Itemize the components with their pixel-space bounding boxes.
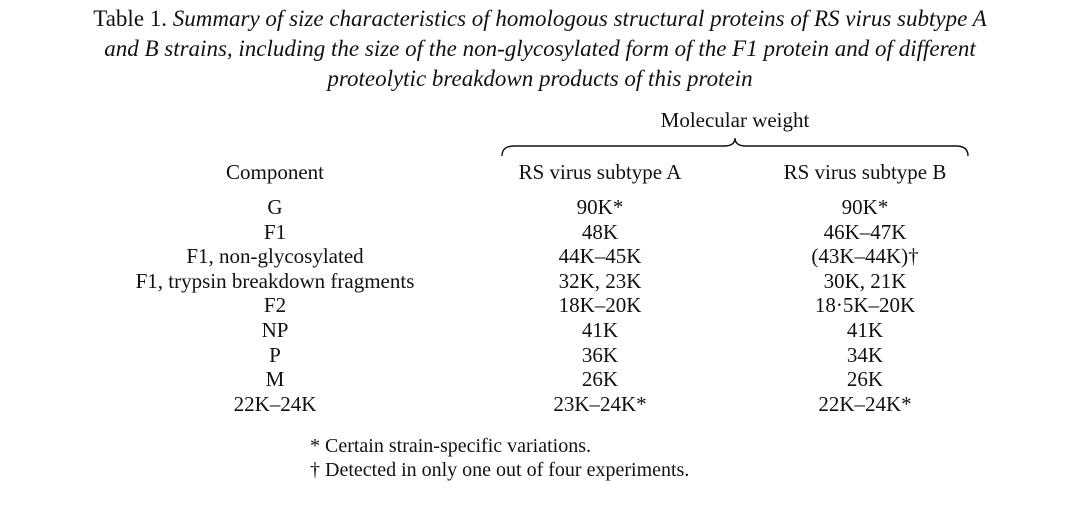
table-cell-component: F2 xyxy=(263,293,287,318)
table-cell-subtype-a: 36K xyxy=(581,342,619,367)
table-label: Table 1. xyxy=(93,6,168,31)
table-cell-subtype-a: 90K* xyxy=(576,195,624,219)
table-cell-component: P xyxy=(269,342,281,367)
table-cell-subtype-a: 23K–24K* xyxy=(553,391,647,416)
table-cell-subtype-b: 22K–24K* xyxy=(818,391,912,416)
table-cell-subtype-b: 18·5K–20K xyxy=(814,293,916,318)
column-header-component: Component xyxy=(226,160,324,184)
table-cell-subtype-a: 41K xyxy=(581,318,619,342)
table-cell-component: M xyxy=(265,367,285,392)
table-cell-component: F1, non-glycosylated xyxy=(186,244,364,269)
table-cell-subtype-b: 41K xyxy=(846,318,884,342)
table-cell-component: 22K–24K xyxy=(233,391,317,416)
table-cell-subtype-a: 26K xyxy=(581,367,619,392)
footnote-single-experiment: † Detected in only one out of four experiments. xyxy=(310,459,690,481)
table-cell-subtype-a: 18K–20K xyxy=(558,293,642,318)
column-header-subtype-b: RS virus subtype B xyxy=(783,160,947,184)
table-cell-component: G xyxy=(267,195,283,219)
table-cell-subtype-b: 30K, 21K xyxy=(823,268,907,293)
column-group-brace xyxy=(500,136,970,158)
table-cell-component: F1 xyxy=(263,219,287,244)
molecular-weight-header: Molecular weight xyxy=(660,108,810,132)
table-cell-subtype-b: 90K* xyxy=(841,195,889,219)
table-cell-subtype-a: 48K xyxy=(581,219,619,244)
table-cell-subtype-b: 46K–47K xyxy=(823,219,907,244)
table-cell-subtype-a: 44K–45K xyxy=(558,244,642,269)
table-cell-subtype-b: (43K–44K)† xyxy=(811,244,919,269)
footnote-strain-variation: * Certain strain-specific variations. xyxy=(310,435,592,457)
caption-text-line-2: and B strains, including the size of the non-glycosylated form of the F1 protein and of different xyxy=(104,36,976,61)
caption-text-line-3: proteolytic breakdown products of this protein xyxy=(327,66,753,91)
caption-line-1 xyxy=(0,4,1080,34)
table-cell-subtype-b: 26K xyxy=(846,367,884,392)
table-cell-component: F1, trypsin breakdown fragments xyxy=(135,268,415,293)
table-caption xyxy=(0,4,1080,94)
footnotes xyxy=(310,434,689,482)
table-cell-subtype-a: 32K, 23K xyxy=(558,268,642,293)
table-cell-subtype-b: 34K xyxy=(846,342,884,367)
column-header-subtype-a: RS virus subtype A xyxy=(518,160,682,184)
caption-text-line-1: Summary of size characteristics of homologous structural proteins of RS virus subtype A xyxy=(172,6,987,31)
table-cell-component: NP xyxy=(261,318,289,342)
